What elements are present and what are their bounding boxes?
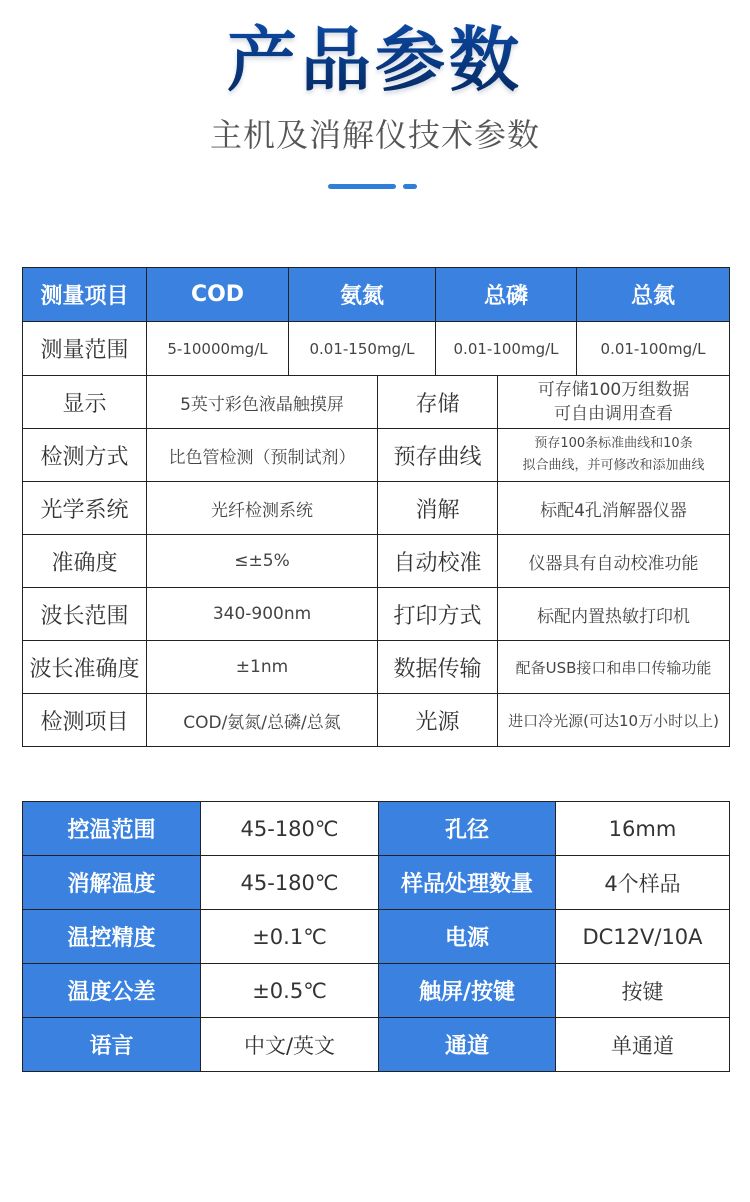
table-row <box>23 588 730 641</box>
row-label-2: 孔径 <box>379 802 556 856</box>
row-label: 检测项目 <box>23 694 147 747</box>
header-cell-total-nitrogen: 总氮 <box>577 268 730 322</box>
table-row <box>23 1018 730 1072</box>
row-label: 控温范围 <box>23 802 201 856</box>
row-label: 波长范围 <box>23 588 147 641</box>
table-row <box>23 322 730 376</box>
row-label-2: 通道 <box>379 1018 556 1072</box>
row-label: 语言 <box>23 1018 201 1072</box>
row-label: 显示 <box>23 376 147 429</box>
row-label-2: 电源 <box>379 910 556 964</box>
table-row <box>23 694 730 747</box>
row-value-2: 按键 <box>556 964 730 1018</box>
table-row <box>23 376 730 429</box>
page-subtitle: 主机及消解仪技术参数 <box>209 116 540 154</box>
row-value: ±0.1℃ <box>201 910 379 964</box>
range-total-nitrogen: 0.01-100mg/L <box>577 322 730 376</box>
row-value: COD/氨氮/总磷/总氮 <box>147 694 378 747</box>
table-row <box>23 910 730 964</box>
row-label: 波长准确度 <box>23 641 147 694</box>
header-cell-ammonia: 氨氮 <box>289 268 436 322</box>
header-cell-cod: COD <box>147 268 289 322</box>
range-ammonia: 0.01-150mg/L <box>289 322 436 376</box>
row-label-2: 消解 <box>378 482 498 535</box>
row-value-2: 标配内置热敏打印机 <box>498 588 730 641</box>
row-value: 340-900nm <box>147 588 378 641</box>
digester-spec-table <box>22 801 730 1072</box>
row-label-2: 数据传输 <box>378 641 498 694</box>
table-header-row <box>23 268 730 322</box>
value-line: 可自由调用查看 <box>554 404 674 424</box>
table-row <box>23 856 730 910</box>
row-label: 光学系统 <box>23 482 147 535</box>
row-label: 温控精度 <box>23 910 201 964</box>
row-label: 准确度 <box>23 535 147 588</box>
row-value: 比色管检测（预制试剂） <box>147 429 378 482</box>
row-value: ±0.5℃ <box>201 964 379 1018</box>
row-label-2: 自动校准 <box>378 535 498 588</box>
row-label-2: 存储 <box>378 376 498 429</box>
row-label-2: 触屏/按键 <box>379 964 556 1018</box>
table-row <box>23 429 730 482</box>
table-row <box>23 535 730 588</box>
page-title: 产品参数 <box>0 4 750 105</box>
row-value-2 <box>498 376 730 429</box>
row-label: 检测方式 <box>23 429 147 482</box>
row-value-2: DC12V/10A <box>556 910 730 964</box>
row-label-2: 打印方式 <box>378 588 498 641</box>
row-value: ±1nm <box>147 641 378 694</box>
title-underline-long <box>328 184 396 189</box>
row-label-2: 预存曲线 <box>378 429 498 482</box>
row-value-2: 标配4孔消解器仪器 <box>498 482 730 535</box>
row-label-2: 光源 <box>378 694 498 747</box>
row-value: ≤±5% <box>147 535 378 588</box>
row-label: 温度公差 <box>23 964 201 1018</box>
table-row <box>23 964 730 1018</box>
row-value-2: 仪器具有自动校准功能 <box>498 535 730 588</box>
row-label: 消解温度 <box>23 856 201 910</box>
table-row <box>23 482 730 535</box>
row-value-2 <box>498 429 730 482</box>
table-row <box>23 641 730 694</box>
header-cell-total-phosphorus: 总磷 <box>436 268 577 322</box>
title-underline-short <box>403 184 417 189</box>
row-value-2: 16mm <box>556 802 730 856</box>
row-value: 中文/英文 <box>201 1018 379 1072</box>
row-value-2: 进口冷光源(可达10万小时以上) <box>498 694 730 747</box>
row-label-2: 样品处理数量 <box>379 856 556 910</box>
row-value-2: 单通道 <box>556 1018 730 1072</box>
row-value-2: 4个样品 <box>556 856 730 910</box>
row-value: 45-180℃ <box>201 802 379 856</box>
row-value: 5英寸彩色液晶触摸屏 <box>147 376 378 429</box>
table-row <box>23 802 730 856</box>
row-value-2: 配备USB接口和串口传输功能 <box>498 641 730 694</box>
row-value: 光纤检测系统 <box>147 482 378 535</box>
value-line: 可存储100万组数据 <box>537 380 690 400</box>
row-label: 测量范围 <box>23 322 147 376</box>
range-total-phosphorus: 0.01-100mg/L <box>436 322 577 376</box>
range-cod: 5-10000mg/L <box>147 322 289 376</box>
value-line: 拟合曲线，并可修改和添加曲线 <box>522 458 705 473</box>
header-cell-item: 测量项目 <box>23 268 147 322</box>
row-value: 45-180℃ <box>201 856 379 910</box>
analyzer-spec-table <box>22 267 730 747</box>
value-line: 预存100条标准曲线和10条 <box>534 436 693 451</box>
